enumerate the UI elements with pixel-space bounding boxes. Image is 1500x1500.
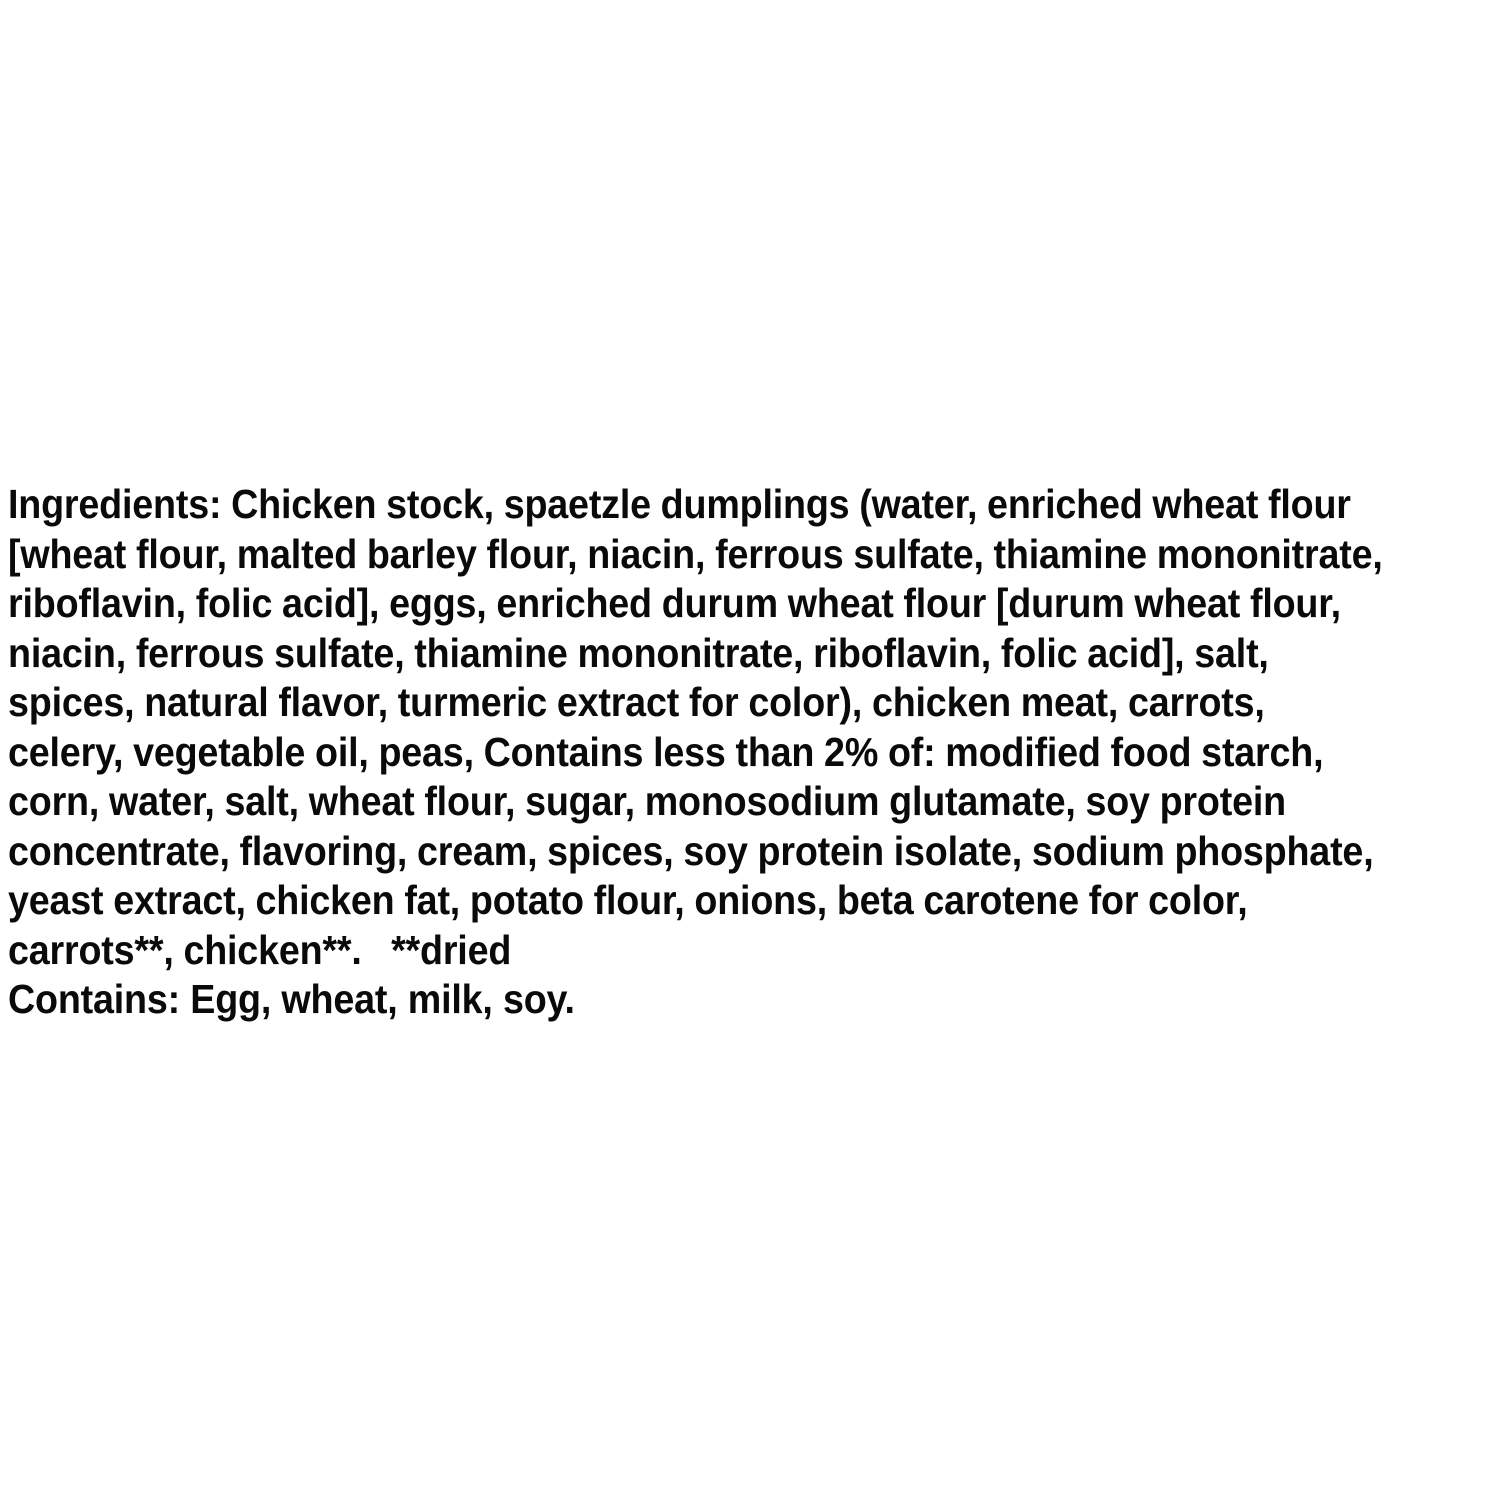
ingredients-paragraph: Ingredients: Chicken stock, spaetzle dumplings (water, enriched wheat flour [wheat flour, malted barley flour, niacin, ferrous sulfate, thiamine mononitrate, riboflavin, folic acid], eggs, enriched durum wheat flour [durum wheat flour, niacin, ferrous sulfate, thiamine mononitrate, riboflavin, folic acid], salt, spices, natural flavor, turmeric extract for color), chicken meat, carrots, celery, vegetable oil, peas, Contains less than 2% of: modified food starch, corn, water, salt, wheat flour, sugar, monosodium glutamate, soy protein concentrate, flavoring, cream, spices, soy protein isolate, sodium phosphate, yeast extract, chicken fat, potato flour, onions, beta carotene for color, carrots**, chicken**. **dried [8,481,1393,973]
ingredients-block [8,480,1492,1025]
allergen-contains-statement: Contains: Egg, wheat, milk, soy. [8,976,575,1022]
